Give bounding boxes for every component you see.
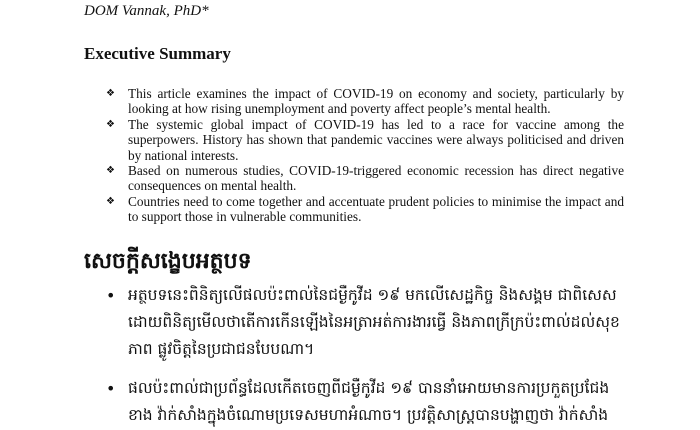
diamond-bullet-icon: ❖ [106, 88, 115, 99]
list-item-text: This article examines the impact of COVID-19 on economy and society, particularly by looking at how rising unemployment and poverty affect people’s mental health. [128, 86, 624, 117]
author-line: DOM Vannak, PhD* [84, 3, 209, 19]
bullet-dot-icon: • [106, 286, 116, 305]
diamond-bullet-icon: ❖ [106, 165, 115, 177]
list-item [106, 375, 626, 429]
khmer-summary-list [106, 282, 626, 430]
list-item-text: អត្ថបទនេះពិនិត្យលើផលប៉ះពាល់នៃជម្ងឺកូវីដ ១៩ មកលើសេដ្ឋកិច្ច និងសង្គម ជាពិសេស ដោយពិនិត្យមើលថាតើការកើនឡើងនៃអត្រាអត់ការងារធ្វើ និងភាពក្រីក្រប៉ះពាល់ដល់សុខភាព ផ្លូវចិត្តនៃប្រជាជនបែបណា។ [128, 286, 620, 358]
list-item-text: Based on numerous studies, COVID-19-triggered economic recession has direct negative consequences on mental health. [128, 163, 624, 194]
list-item-text: The systemic global impact of COVID-19 has led to a race for vaccine among the superpowers. History has shown that pandemic vaccines were always politicised and driven by national interests. [128, 116, 624, 163]
executive-summary-list [106, 86, 624, 225]
list-item [106, 117, 624, 163]
khmer-summary-heading: សេចក្តីសង្ខេបអត្ថបទ [84, 249, 252, 274]
list-item [106, 282, 626, 363]
executive-summary-heading: Executive Summary [84, 44, 231, 63]
list-item [106, 86, 624, 117]
list-item [106, 163, 624, 194]
diamond-bullet-icon: ❖ [106, 118, 115, 130]
list-item-text: Countries need to come together and accentuate prudent policies to minimise the impact and to support those in vulnerable communities. [128, 193, 624, 225]
diamond-bullet-icon: ❖ [106, 195, 115, 207]
list-item [106, 194, 624, 225]
list-item-text: ផលប៉ះពាល់ជាប្រព័ន្ធដែលកើតចេញពីជម្ងឺកូវីដ ១៩ បាននាំអោយមានការប្រកួតប្រជែងខាង វ៉ាក់សាំងក្នុងចំណោមប្រទេសមហាអំណាច។ ប្រវត្តិសាស្ត្របានបង្ហាញថា វ៉ាក់សាំង [128, 379, 610, 424]
bullet-dot-icon: • [106, 379, 116, 398]
